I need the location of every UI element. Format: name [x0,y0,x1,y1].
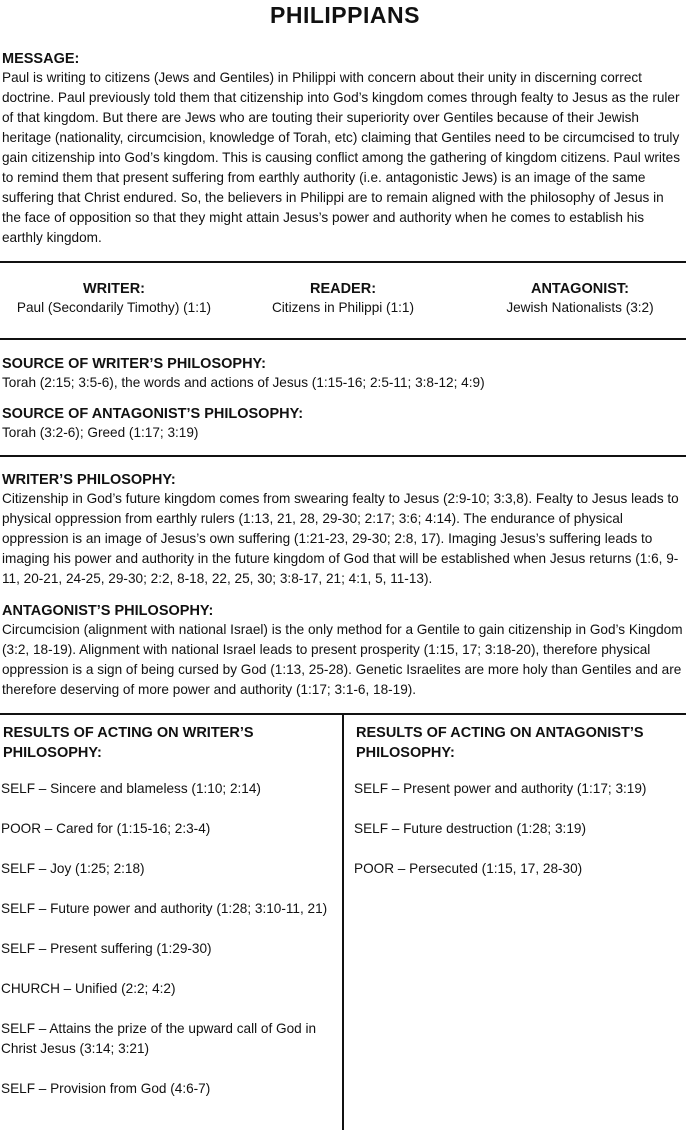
antagonist-philosophy-text: Circumcision (alignment with national Israel) is the only method for a Gentile to gain citizenship in God’s Kingdom (3:2, 18-19). Alignment with national Israel leads to present prosperity (1:15, 17; 3:18-20), therefore physical oppression is a sign of being cursed by God (1:13, 25-28). Genetic Israelites are more holy than Gentiles and are therefore deserving of more power and authority (1:17; 3:1-6, 18-19). [2,622,683,697]
list-item: POOR – Persecuted (1:15, 17, 28-30) [354,861,583,876]
writer-value: Paul (Secondarily Timothy) (1:1) [16,300,212,315]
list-item: SELF – Provision from God (4:6-7) [1,1081,211,1096]
antagonist-source-text: Torah (3:2-6); Greed (1:17; 3:19) [2,425,199,440]
antagonist-value: Jewish Nationalists (3:2) [506,300,654,315]
antagonist-role [466,280,690,318]
message-text: Paul is writing to citizens (Jews and Gentiles) in Philippi with concern about their unity in discerning correct doctrine. Paul previously told them that citizenship into God’s kingdom comes through fealty to Jesus as the ruler of that kingdom. But there are Jews who are touting their superiority over Gentiles because of their Jewish heritage (nationality, circumcision, knowledge of Torah, etc) claiming that Gentiles need to be circumcised to truly gain citizenship into God’s kingdom. This is causing conflict among the gathering of kingdom citizens. Paul writes to remind them that present suffering from earthly authority (i.e. antagonistic Jews) is an image of the same suffering that Christ endured. So, the believers in Philippi are to remain aligned with the philosophy of Jesus in the face of opposition so that they might attain Jesus’s power and authority when he comes to establish his earthly kingdom. [2,70,681,245]
list-item: SELF – Present suffering (1:29-30) [1,941,212,956]
list-item: POOR – Cared for (1:15-16; 2:3-4) [1,821,211,836]
message-section [2,50,686,248]
antagonist-results-heading: RESULTS OF ACTING ON ANTAGONIST’S PHILOSOPHY: [356,725,644,761]
divider [0,455,686,457]
reader-role [229,280,457,318]
writer-philosophy-section [2,471,686,589]
list-item: SELF – Joy (1:25; 2:18) [1,861,145,876]
list-item: SELF – Future destruction (1:28; 3:19) [354,821,586,836]
writer-philosophy-heading: WRITER’S PHILOSOPHY: [2,472,176,488]
writer-results-list [0,779,340,1099]
page-title: PHILIPPIANS [270,2,420,28]
antagonist-source-heading: SOURCE OF ANTAGONIST’S PHILOSOPHY: [2,406,304,422]
antagonist-results-column [354,723,686,899]
antagonist-source-section [2,405,686,443]
antagonist-philosophy-heading: ANTAGONIST’S PHILOSOPHY: [2,603,214,619]
writer-label: WRITER: [82,281,145,297]
list-item: SELF – Present power and authority (1:17; 3:19) [354,781,647,796]
writer-role [0,280,228,318]
antagonist-philosophy-section [2,602,686,700]
writer-source-heading: SOURCE OF WRITER’S PHILOSOPHY: [2,356,266,372]
antagonist-results-list [354,779,686,879]
list-item: SELF – Future power and authority (1:28; 3:10-11, 21) [1,901,328,916]
writer-results-heading: RESULTS OF ACTING ON WRITER’S PHILOSOPHY: [3,725,254,761]
list-item: CHURCH – Unified (2:2; 4:2) [1,981,176,996]
writer-results-column [0,723,340,1119]
list-item: SELF – Attains the prize of the upward call of God in Christ Jesus (3:14; 3:21) [1,1021,317,1056]
divider [0,261,686,263]
list-item: SELF – Sincere and blameless (1:10; 2:14) [1,781,261,796]
reader-label: READER: [309,281,377,297]
writer-philosophy-text: Citizenship in God’s future kingdom comes from swearing fealty to Jesus (2:9-10; 3:3,8). Fealty to Jesus leads to physical oppression from earthly rulers (1:13, 21, 28, 29-30; 2:17; 3:6; 4:14). The endurance of physical oppression is an image of Jesus’s own suffering (1:21-23, 29-30; 2:8, 17). Imaging Jesus’s suffering leads to imaging his power and authority in the future kingdom of God that will be established when Jesus returns (1:6, 9-11, 20-21, 24-25, 29-30; 2:2, 8-18, 22, 25, 30; 3:8-17, 21; 4:1, 5, 11-13). [2,491,679,586]
writer-source-text: Torah (2:15; 3:5-6), the words and actions of Jesus (1:15-16; 2:5-11; 3:8-12; 4:9) [2,375,485,390]
antagonist-label: ANTAGONIST: [530,281,629,297]
writer-source-section [2,355,686,393]
divider [0,338,686,340]
message-heading: MESSAGE: [2,51,80,67]
column-divider [342,714,344,1130]
reader-value: Citizens in Philippi (1:1) [271,300,415,315]
